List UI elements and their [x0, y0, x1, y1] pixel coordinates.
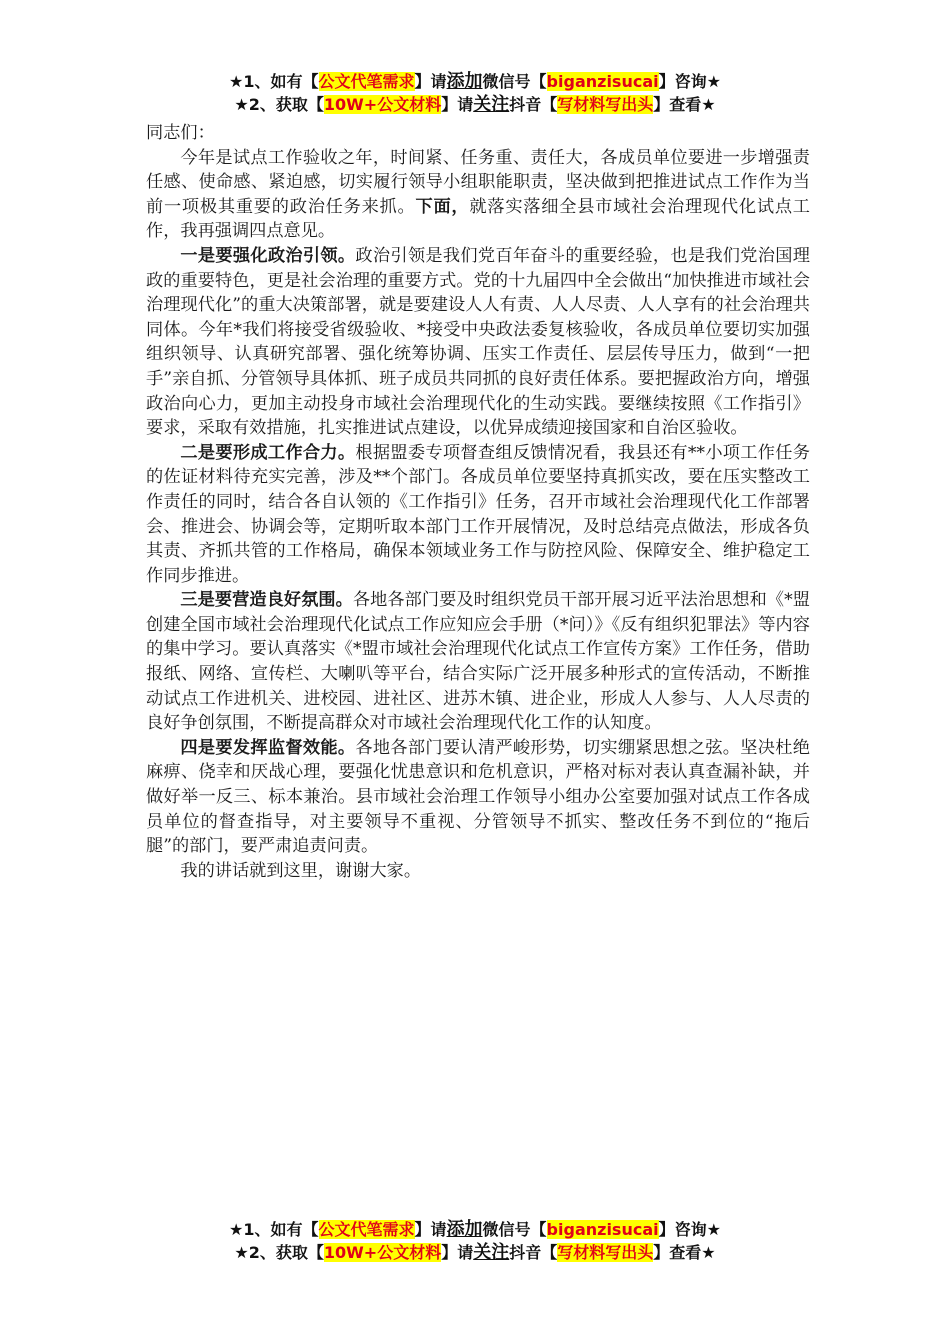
header-banner — [0, 70, 950, 116]
closing-paragraph: 我的讲话就到这里，谢谢大家。 — [180, 860, 422, 881]
banner-highlight: 公文代笔需求 — [318, 72, 415, 91]
point-4-text: 各地各部门要认清严峻形势，切实绷紧思想之弦。坚决杜绝麻痹、侥幸和厌战心理，要强化忧患意识和危机意识，严格对标对表认真查漏补缺，并做好举一反三、标本兼治。县市域社会治理工作领导小组办公室要加强对试点工作各成员单位的督查指导，对主要领导不重视、分管领导不抓实、整改任务不到位的“拖后腿”的部门，要严肃追责问责。 — [146, 737, 810, 857]
banner-emphasis: 关注 — [473, 1242, 510, 1263]
point-1-text: 政治引领是我们党百年奋斗的重要经验，也是我们党治国理政的重要特色，更是社会治理的重要方式。党的十九届四中全会做出“加快推进市域社会治理现代化”的重大决策部署，就是要建设人人有责、人人尽责、人人享有的社会治理共同体。今年*我们将接受省级验收、*接受中央政法委复核验收，各成员单位要切实加强组织领导、认真研究部署、强化统筹协调、压实工作责任、层层传导压力，做到“一把手”亲自抓、分管领导具体抓、班子成员共同抓的良好责任体系。要把握政治方向，增强政治向心力，更加主动投身市域社会治理现代化的生动实践。要继续按照《工作指引》要求，采取有效措施，扎实推进试点建设，以优异成绩迎接国家和自治区验收。 — [146, 245, 810, 439]
banner-highlight: 10W+公文材料 — [323, 1243, 442, 1262]
salutation: 同志们： — [146, 123, 215, 143]
point-3-paragraph — [146, 588, 810, 736]
banner-text: 微信号【 — [482, 1220, 547, 1239]
banner-text: 】请 — [441, 95, 474, 114]
point-3-text: 各地各部门要及时组织党员干部开展习近平法治思想和《*盟创建全国市域社会治理现代化试点工作应知应会手册（*问）》《反有组织犯罪法》等内容的集中学习。要认真落实《*盟市域社会治理现代化试点工作宣传方案》工作任务，借助报纸、网络、宣传栏、大喇叭等平台，结合实际广泛开展多种形式的宣传活动，不断推动试点工作进机关、进校园、进社区、进苏木镇、进企业，形成人人参与、人人尽责的良好争创氛围，不断提高群众对市域社会治理现代化工作的认知度。 — [146, 590, 810, 734]
speech-body — [146, 121, 810, 883]
point-4-heading: 四是要发挥监督效能。 — [180, 737, 356, 758]
banner-text: 抖音【 — [509, 1243, 558, 1262]
banner-text: 】查看★ — [653, 95, 716, 114]
point-2-heading: 二是要形成工作合力。 — [180, 442, 356, 463]
banner-emphasis: 关注 — [473, 94, 510, 115]
banner-text: 】请 — [414, 1220, 447, 1239]
banner-line-1 — [0, 70, 950, 93]
banner-text: 微信号【 — [482, 72, 547, 91]
banner-highlight: biganzisucai — [546, 1220, 659, 1239]
banner-text: 】请 — [414, 72, 447, 91]
banner-emphasis: 添加 — [446, 1219, 483, 1240]
intro-paragraph — [146, 146, 810, 244]
banner-line-2 — [0, 93, 950, 116]
point-1-paragraph — [146, 244, 810, 441]
banner-line-2 — [0, 1241, 950, 1264]
banner-text: 】请 — [441, 1243, 474, 1262]
banner-text: 】查看★ — [653, 1243, 716, 1262]
banner-text: ★1、如有【 — [229, 72, 319, 91]
banner-highlight: 写材料写出头 — [557, 95, 654, 114]
banner-text: ★2、获取【 — [234, 1243, 324, 1262]
banner-highlight: 写材料写出头 — [557, 1243, 654, 1262]
point-1-heading: 一是要强化政治引领。 — [180, 245, 356, 266]
banner-text: ★1、如有【 — [229, 1220, 319, 1239]
intro-text: 就落实落细全县市域社会治理现代化试点工作，我再强调四点意见。 — [146, 196, 810, 242]
point-4-paragraph — [146, 736, 810, 859]
point-3-heading: 三是要营造良好氛围。 — [180, 590, 353, 611]
banner-emphasis: 添加 — [446, 71, 483, 92]
point-2-text: 根据盟委专项督查组反馈情况看，我县还有**小项工作任务的佐证材料待充实完善，涉及**个部门。各成员单位要坚持真抓实改，要在压实整改工作责任的同时，结合各自认领的《工作指引》任务，召开市域社会治理现代化工作部署会、推进会、协调会等，定期听取本部门工作开展情况，及时总结亮点做法，形成各负其责、齐抓共管的工作格局，确保本领域业务工作与防控风险、保障安全、维护稳定工作同步推进。 — [146, 442, 810, 586]
banner-line-1 — [0, 1218, 950, 1241]
banner-text: 】咨询★ — [658, 1220, 721, 1239]
banner-text: 抖音【 — [509, 95, 558, 114]
banner-highlight: 10W+公文材料 — [323, 95, 442, 114]
intro-text: 今年是试点工作验收之年，时间紧、任务重、责任大，各成员单位要进一步增强责任感、使命感、紧迫感，切实履行领导小组职能职责，坚决做到把推进试点工作作为当前一项极其重要的政治任务来抓。 — [146, 147, 810, 217]
footer-banner — [0, 1218, 950, 1264]
banner-text: ★2、获取【 — [234, 95, 324, 114]
banner-highlight: biganzisucai — [546, 72, 659, 91]
banner-text: 】咨询★ — [658, 72, 721, 91]
point-2-paragraph — [146, 441, 810, 589]
banner-highlight: 公文代笔需求 — [318, 1220, 415, 1239]
intro-bold: 下面， — [415, 196, 470, 217]
